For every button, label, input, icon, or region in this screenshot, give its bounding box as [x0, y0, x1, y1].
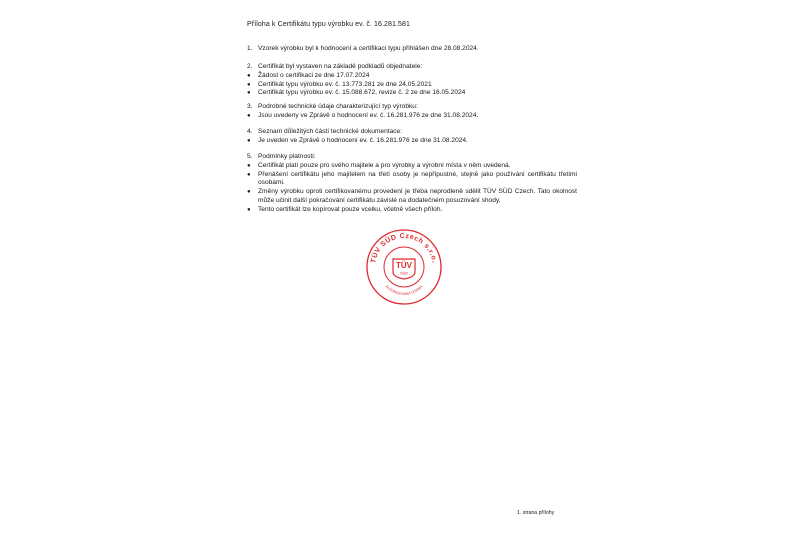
bullet-list	[247, 72, 577, 98]
section-number: 5.	[247, 153, 253, 160]
bullet-list	[247, 137, 577, 146]
section-5	[247, 153, 577, 215]
list-item: ● Tento certifikát lze kopírovat pouze vcelku, včetně všech příloh.	[247, 205, 443, 213]
bullet-icon: ●	[247, 90, 251, 97]
stamp-outer-text: TÜV SÜD Czech s.r.o.	[370, 232, 438, 264]
section-4	[247, 128, 577, 146]
list-item: ● Jsou uvedeny ve Zprávě o hodnocení ev. č. 16.281.976 ze dne 31.08.2024.	[247, 111, 479, 119]
list-item: ● Certifikát typu výrobku ev. č. 15.088.672, revize č. 2 ze dne 16.05.2024	[247, 89, 466, 97]
section-heading: Podrobné technické údaje charakterizující typ výrobku:	[258, 103, 418, 110]
bullet-list	[247, 162, 577, 215]
stamp-logo-sub: SÜD	[399, 271, 409, 276]
bullet-icon: ●	[247, 81, 251, 88]
svg-text:AUTORIZOVANÁ OSOBA	[385, 284, 424, 296]
bullet-icon: ●	[247, 171, 251, 178]
section-number: 4.	[247, 128, 253, 135]
section-heading: Podmínky platnosti:	[258, 153, 316, 160]
section-2	[247, 63, 577, 98]
section-number: 3.	[247, 103, 253, 110]
document-title: Příloha k Certifikátu typu výrobku ev. č. 16.281.581	[247, 21, 411, 28]
list-item: ● Přenášení certifikátu jeho majitelem na třetí osoby je nepřípustné, stejně jako používání certifikátu třetími osobami.	[247, 170, 577, 187]
bullet-icon: ●	[247, 206, 251, 213]
stamp-bottom-text: AUTORIZOVANÁ OSOBA	[384, 284, 424, 297]
section-3	[247, 103, 577, 121]
tuv-logo-icon	[393, 259, 415, 279]
tuv-sud-stamp-icon	[365, 228, 443, 306]
bullet-list	[247, 112, 577, 121]
section-heading: Seznam důležitých částí technické dokumentace:	[258, 128, 403, 135]
list-item: ● Certifikát platí pouze pro svého majitele a pro výrobky a výrobní místa v něm uvedená.	[247, 161, 511, 169]
bullet-icon: ●	[247, 112, 251, 119]
bullet-icon: ●	[247, 162, 251, 169]
bullet-icon: ●	[247, 72, 251, 79]
bullet-icon: ●	[247, 137, 251, 144]
bullet-icon: ●	[247, 189, 251, 196]
section-heading: Certifikát byl vystaven na základě podkladů objednatele:	[258, 63, 423, 70]
section-heading: Vzorek výrobku byl k hodnocení a certifikaci typu přihlášen dne 28.08.2024.	[258, 45, 479, 52]
page-footer: 1. strana přílohy	[517, 510, 555, 516]
list-item: ● Certifikát typu výrobku ev. č. 13.773.281 ze dne 24.05.2021	[247, 80, 432, 88]
section-number: 2.	[247, 63, 253, 70]
list-item: ● Je uveden ve Zprávě o hodnocení ev. č. 16.281.976 ze dne 31.08.2024.	[247, 136, 468, 144]
list-item: ● Žádost o certifikaci ze dne 17.07.2024	[247, 71, 370, 79]
list-item: ● Změny výrobku oproti certifikovanému provedení je třeba neprodleně sdělit TÜV SÜD Czech. Tato okolnost může učinit další pokračování certifikátu závislé na dodatečném posuzování shody.	[247, 188, 577, 204]
section-number: 1.	[247, 45, 253, 52]
section-1	[247, 45, 577, 54]
stamp-logo-text: TÜV	[396, 261, 412, 270]
